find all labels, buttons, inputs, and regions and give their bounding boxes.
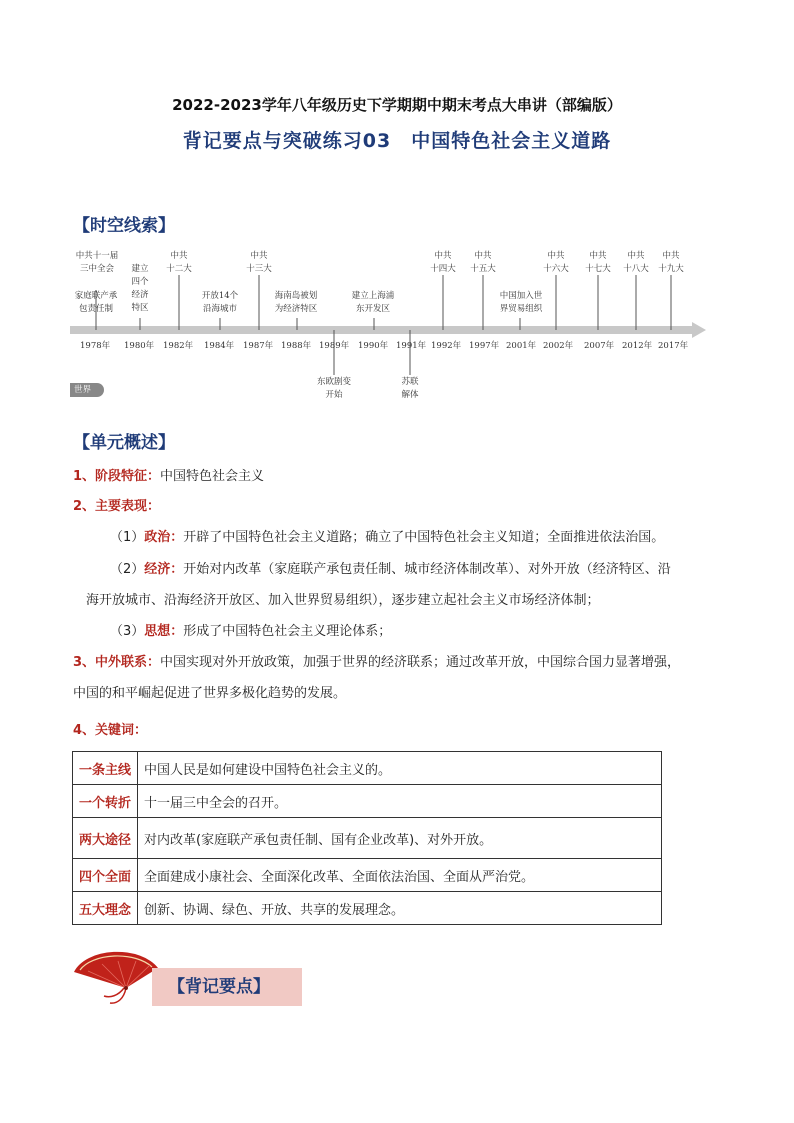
item-label: 3、中外联系： [73, 655, 161, 670]
overview-item-3 [73, 648, 723, 677]
table-row [73, 752, 662, 785]
timeline-year: 1997年 [469, 341, 500, 351]
keywords-table [72, 751, 662, 925]
memorize-points-banner: 【背记要点】 [152, 968, 302, 1006]
overview-section-title: 【单元概述】 [73, 433, 175, 453]
item-label: 2、主要表现： [73, 499, 161, 514]
timeline-year: 1984年 [204, 341, 235, 351]
timeline-year: 1980年 [124, 341, 155, 351]
world-marker: 世界 [70, 383, 104, 397]
timeline-event-label: 中共 十七大 [585, 251, 611, 274]
timeline-year: 1982年 [163, 341, 194, 351]
document-title: 背记要点与突破练习03 中国特色社会主义道路 [182, 130, 612, 152]
item-text: 中国实现对外开放政策，加强于世界的经济联系；通过改革开放，中国综合国力显著增强， [160, 655, 681, 670]
keyword-cell: 一条主线 [73, 752, 138, 785]
item-label: 1、阶段特征： [73, 469, 161, 484]
overview-item-1 [73, 462, 713, 491]
timeline-year: 1990年 [358, 341, 389, 351]
item-label: 4、关键词： [73, 723, 148, 738]
keyword-desc-cell: 全面建成小康社会、全面深化改革、全面依法治国、全面从严治党。 [138, 859, 662, 892]
timeline-event-label: 中共 十四大 [430, 251, 456, 274]
item-text: 形成了中国特色社会主义理论体系； [183, 624, 392, 639]
timeline-event-label: 开放14个 沿海城市 [201, 291, 239, 314]
fan-icon [66, 948, 166, 1006]
item-number: （2） [110, 562, 145, 577]
keyword-desc-cell: 中国人民是如何建设中国特色社会主义的。 [138, 752, 662, 785]
timeline-year: 1987年 [243, 341, 274, 351]
table-row [73, 818, 662, 859]
overview-item-2 [73, 492, 713, 521]
overview-economy [110, 555, 730, 584]
timeline-event-label: 建立 四个 经济 特区 [131, 264, 149, 313]
keyword-cell: 两大途径 [73, 818, 138, 859]
timeline-event-label: 中共 十二大 [166, 251, 192, 274]
timeline-year: 2012年 [622, 341, 653, 351]
timeline-year: 2007年 [584, 341, 615, 351]
keyword-desc-cell: 对内改革(家庭联产承包责任制、国有企业改革)、对外开放。 [138, 818, 662, 859]
document-series-title: 2022-2023学年八年级历史下学期期中期末考点大串讲（部编版） [172, 96, 622, 114]
timeline-event-label: 中共 十五大 [470, 251, 496, 274]
keyword-cell: 四个全面 [73, 859, 138, 892]
table-row [73, 859, 662, 892]
timeline-axis [0, 0, 794, 420]
overview-economy-cont: 海开放城市、沿海经济开放区、加入世界贸易组织），逐步建立起社会主义市场经济体制； [86, 593, 600, 608]
timeline-year: 1992年 [431, 341, 462, 351]
keyword-desc-cell: 创新、协调、绿色、开放、共享的发展理念。 [138, 892, 662, 925]
item-key: 经济： [144, 562, 184, 577]
item-number: （1） [110, 530, 145, 545]
overview-item-4 [73, 716, 713, 745]
item-key: 思想： [144, 624, 184, 639]
world-event-label: 苏联 解体 [401, 377, 419, 400]
overview-thought [110, 617, 730, 646]
world-event-label: 东欧剧变 开始 [316, 377, 351, 400]
timeline-year: 1988年 [281, 341, 312, 351]
overview-item-3-cont: 中国的和平崛起促进了世界多极化趋势的发展。 [73, 686, 347, 701]
timeline-event-label: 中共 十九大 [658, 251, 684, 274]
keyword-cell: 一个转折 [73, 785, 138, 818]
timeline-event-label: 海南岛被划 为经济特区 [274, 291, 318, 314]
table-row [73, 785, 662, 818]
keyword-desc-cell: 十一届三中全会的召开。 [138, 785, 662, 818]
item-key: 政治： [144, 530, 184, 545]
timeline-year: 1991年 [396, 341, 427, 351]
table-row [73, 892, 662, 925]
timeline-event-label: 中共十一届 三中全会 [75, 251, 119, 274]
timeline-event-label: 中共 十三大 [246, 251, 272, 274]
timeline-year: 1989年 [319, 341, 350, 351]
timeline-event-label: 建立上海浦 东开发区 [351, 291, 395, 314]
item-text: 开辟了中国特色社会主义道路；确立了中国特色社会主义知道；全面推进依法治国。 [183, 530, 665, 545]
timeline-event-label: 中共 十六大 [543, 251, 569, 274]
timeline-event-label: 家庭联产承 包责任制 [74, 291, 118, 314]
item-text: 中国特色社会主义 [160, 469, 265, 484]
item-number: （3） [110, 624, 145, 639]
overview-politics [110, 523, 730, 552]
timeline-year: 1978年 [80, 341, 111, 351]
timeline-event-label: 中共 十八大 [623, 251, 649, 274]
timeline-year: 2001年 [506, 341, 537, 351]
item-text: 开始对内改革（家庭联产承包责任制、城市经济体制改革）、对外开放（经济特区、沿 [183, 562, 671, 577]
keyword-cell: 五大理念 [73, 892, 138, 925]
timeline-event-label: 中国加入世 界贸易组织 [499, 291, 543, 314]
timeline-year: 2017年 [658, 341, 689, 351]
timeline-year: 2002年 [543, 341, 574, 351]
timeline-section-title: 【时空线索】 [73, 216, 175, 236]
